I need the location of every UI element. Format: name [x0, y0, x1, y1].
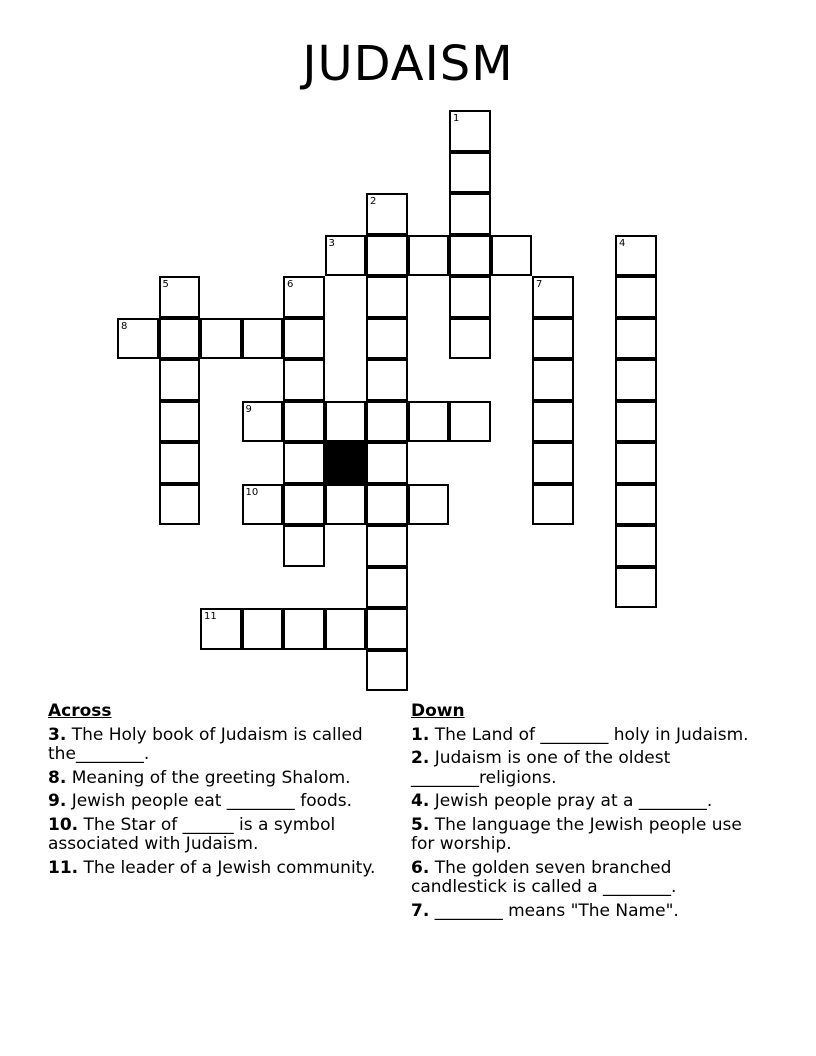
grid-cell[interactable] [366, 567, 408, 609]
grid-cell[interactable] [325, 235, 367, 277]
clue-number: 5. [411, 814, 430, 835]
grid-cell[interactable] [159, 318, 201, 360]
clue-number-label: 1 [453, 113, 460, 124]
grid-cell[interactable] [408, 484, 450, 526]
clue-number: 9. [48, 791, 67, 811]
clue-number-label: 6 [287, 279, 294, 290]
grid-cell[interactable] [242, 318, 284, 360]
grid-cell[interactable] [615, 442, 657, 484]
clue-text: ________ means "The Name". [434, 900, 679, 921]
grid-cell[interactable] [283, 359, 325, 401]
grid-cell[interactable] [325, 484, 367, 526]
clue-number-label: 8 [121, 320, 128, 332]
clue-number-label: 9 [245, 403, 252, 415]
grid-cell[interactable] [615, 276, 657, 318]
grid-cell[interactable] [449, 110, 491, 152]
down-clue-6 [411, 859, 756, 898]
clue-text: The leader of a Jewish community. [83, 857, 376, 878]
clue-text: Jewish people eat ________ foods. [71, 791, 353, 811]
clue-text: The language the Jewish people use for worship. [411, 814, 742, 854]
clue-number: 1. [411, 724, 430, 745]
clue-number-label: 10 [245, 486, 259, 498]
grid-cell[interactable] [615, 567, 657, 609]
grid-cell[interactable] [449, 401, 491, 443]
grid-cell[interactable] [242, 608, 284, 650]
grid-cell[interactable] [366, 235, 408, 277]
clue-text: The golden seven branched candlestick is called a ________. [411, 857, 677, 897]
grid-cell[interactable] [449, 193, 491, 235]
grid-cell[interactable] [408, 401, 450, 443]
grid-cell[interactable] [283, 276, 325, 318]
grid-cell[interactable] [242, 484, 284, 526]
grid-cell[interactable] [615, 235, 657, 277]
grid-cell[interactable] [449, 152, 491, 194]
grid-cell[interactable] [159, 442, 201, 484]
clue-text: Judaism is one of the oldest ________religions. [411, 748, 671, 788]
grid-cell[interactable] [366, 484, 408, 526]
grid-cell[interactable] [283, 525, 325, 567]
grid-cell[interactable] [615, 359, 657, 401]
clue-number-label: 11 [204, 611, 217, 622]
clue-number: 6. [411, 857, 430, 878]
clue-text: The Holy book of Judaism is called the________. [48, 724, 363, 764]
grid-cell[interactable] [159, 401, 201, 443]
grid-cell[interactable] [325, 608, 367, 650]
grid-cell[interactable] [283, 318, 325, 360]
grid-cell[interactable] [615, 484, 657, 526]
across-clue-8 [48, 769, 398, 789]
grid-cell[interactable] [283, 401, 325, 443]
across-clues [48, 702, 398, 882]
grid-cell[interactable] [449, 318, 491, 360]
puzzle-title: JUDAISM [302, 36, 514, 92]
grid-cell[interactable] [491, 235, 533, 277]
across-clue-9 [48, 792, 398, 812]
grid-cell[interactable] [532, 276, 574, 318]
clue-number: 3. [48, 724, 67, 745]
grid-cell[interactable] [532, 318, 574, 360]
across-clue-3 [48, 726, 398, 765]
grid-cell[interactable] [325, 401, 367, 443]
clue-text: Meaning of the greeting Shalom. [71, 767, 351, 788]
grid-cell[interactable] [615, 318, 657, 360]
down-clue-1 [411, 726, 756, 746]
clue-number-label: 2 [370, 196, 377, 207]
down-clue-2 [411, 749, 756, 788]
clue-number: 11. [48, 857, 79, 878]
clue-number: 8. [48, 767, 67, 788]
grid-cell[interactable] [366, 401, 408, 443]
grid-cell[interactable] [159, 359, 201, 401]
grid-cell[interactable] [117, 318, 159, 360]
down-heading: Down [411, 701, 465, 721]
grid-cell[interactable] [532, 484, 574, 526]
grid-cell[interactable] [532, 359, 574, 401]
grid-cell[interactable] [159, 484, 201, 526]
grid-cell[interactable] [615, 401, 657, 443]
grid-cell[interactable] [532, 442, 574, 484]
down-clues [411, 702, 756, 925]
grid-cell[interactable] [408, 235, 450, 277]
grid-cell[interactable] [366, 608, 408, 650]
clue-text: The Land of ________ holy in Judaism. [434, 724, 749, 745]
grid-cell[interactable] [449, 235, 491, 277]
grid-cell[interactable] [242, 401, 284, 443]
clue-text: Jewish people pray at a ________. [434, 791, 713, 811]
grid-cell[interactable] [366, 276, 408, 318]
across-heading: Across [48, 701, 112, 721]
grid-cell[interactable] [366, 525, 408, 567]
clue-number: 2. [411, 748, 430, 768]
clue-number-label: 4 [619, 237, 626, 249]
grid-cell[interactable] [283, 484, 325, 526]
clue-number-label: 7 [536, 279, 543, 290]
grid-cell[interactable] [532, 401, 574, 443]
clue-number: 4. [411, 791, 430, 811]
grid-cell[interactable] [366, 650, 408, 692]
grid-blocked-cell [325, 442, 367, 484]
down-clue-4 [411, 792, 756, 812]
clue-text: The Star of ______ is a symbol associated with Judaism. [48, 814, 336, 854]
down-clue-7 [411, 902, 756, 922]
grid-cell[interactable] [366, 442, 408, 484]
grid-cell[interactable] [159, 276, 201, 318]
grid-cell[interactable] [200, 318, 242, 360]
down-clue-5 [411, 816, 756, 855]
grid-cell[interactable] [366, 359, 408, 401]
grid-cell[interactable] [615, 525, 657, 567]
clue-number-label: 5 [162, 279, 169, 290]
grid-cell[interactable] [283, 442, 325, 484]
clue-number-label: 3 [328, 237, 335, 249]
grid-cell[interactable] [283, 608, 325, 650]
grid-cell[interactable] [366, 193, 408, 235]
across-clue-11 [48, 859, 398, 879]
clue-number: 7. [411, 900, 430, 921]
grid-cell[interactable] [449, 276, 491, 318]
grid-cell[interactable] [366, 318, 408, 360]
clue-number: 10. [48, 814, 79, 835]
grid-cell[interactable] [200, 608, 242, 650]
across-clue-10 [48, 816, 398, 855]
